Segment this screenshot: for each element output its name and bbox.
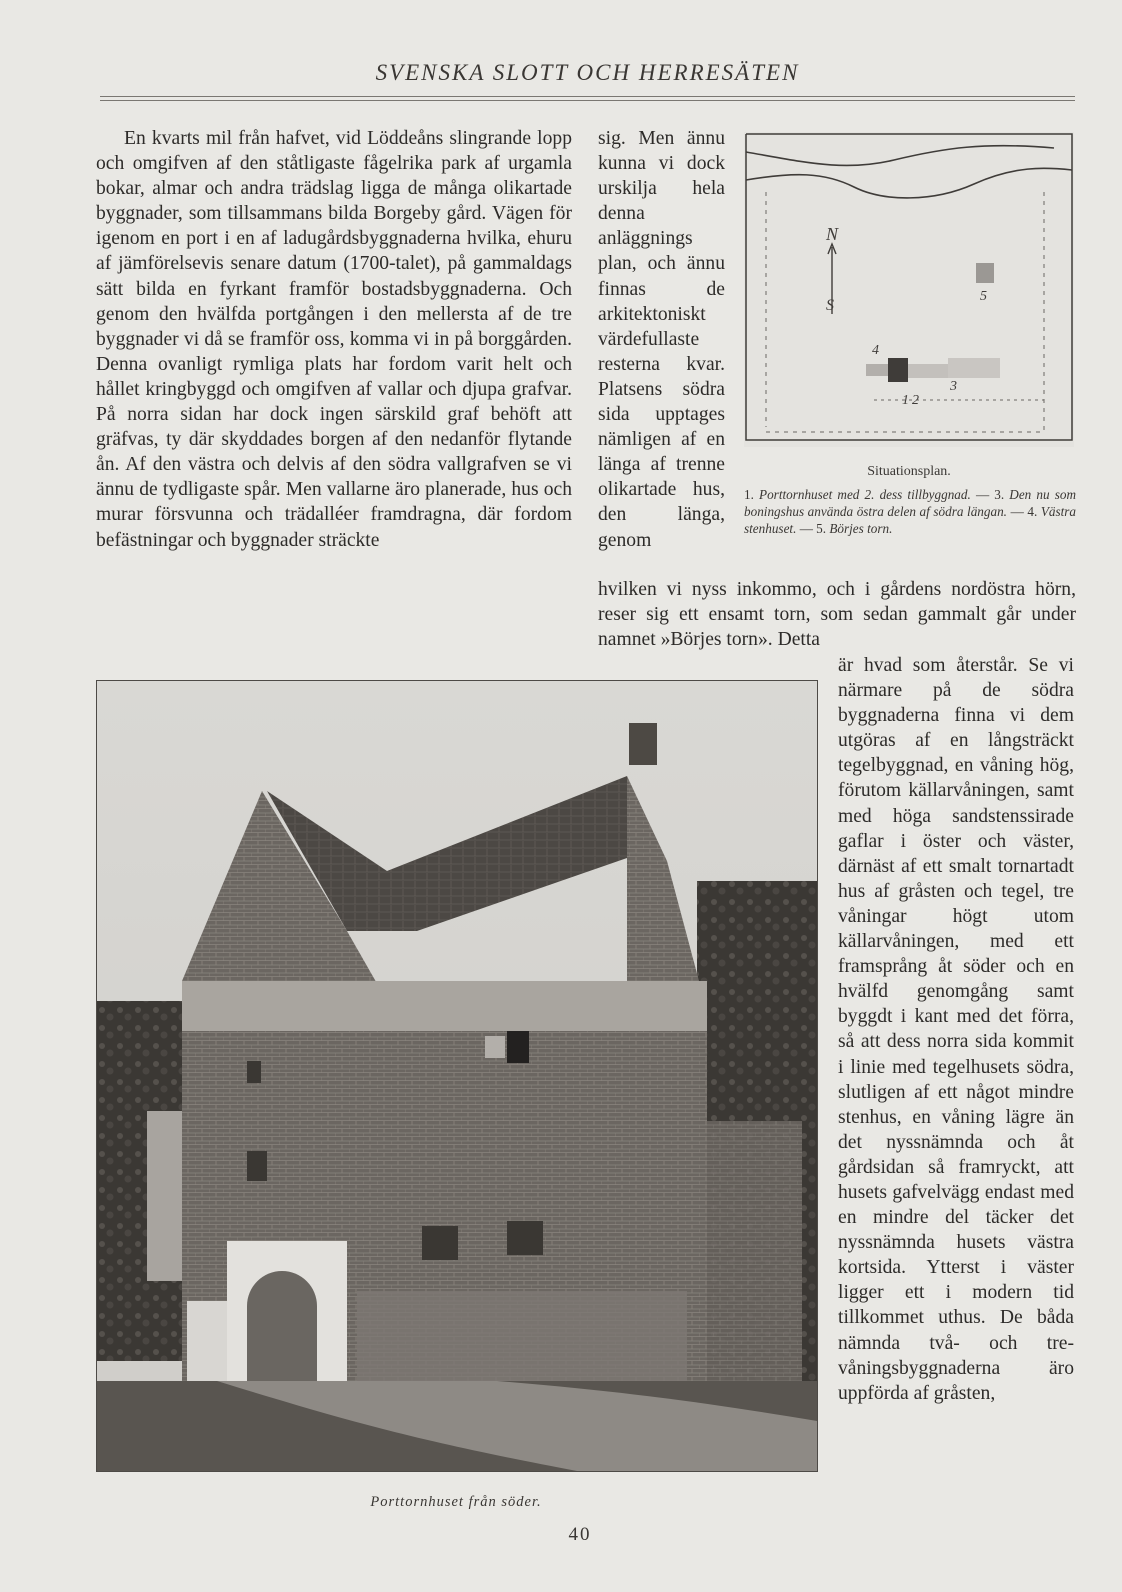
west-stone-house <box>866 364 888 376</box>
legend-number-3: — 3. <box>975 487 1005 502</box>
photo-caption: Porttornhuset från söder. <box>370 1494 542 1510</box>
legend-number-4: — 4. <box>1010 504 1038 519</box>
paragraph: hvilken vi nyss inkommo, och i gårdens nordöstra hörn, reser sig ett ensamt torn, som sedan gammalt går under namnet »Börjes torn». Detta <box>598 579 1076 651</box>
gate-annex <box>908 364 948 378</box>
legend-number-5: — 5. <box>799 521 827 536</box>
adjacent-wall-right <box>692 1121 802 1381</box>
label-3: 3 <box>950 379 957 394</box>
adjacent-house-left <box>147 1111 187 1281</box>
header-rule-top <box>100 96 1075 97</box>
legend-text-5: Börjes torn. <box>829 521 893 536</box>
borjes-torn-marker <box>976 263 994 283</box>
legend-number-1: 1. <box>744 487 754 502</box>
site-plan-figure <box>744 132 1074 447</box>
window-lower-1 <box>422 1226 458 1260</box>
body-text-left-column <box>96 126 572 553</box>
body-text-narrow-column <box>598 126 725 553</box>
ivy-base <box>357 1291 687 1381</box>
legend-text-3: Den nu som boningshus använda östra delen af södra längan. <box>744 487 1076 519</box>
label-4: 4 <box>872 343 879 358</box>
body-text-wide-column <box>598 577 1076 652</box>
legend-text-1: Porttornhuset med 2. dess tillbyggnad. <box>759 487 971 502</box>
page-number: 40 <box>568 1524 592 1545</box>
paragraph: är hvad som återstår. Se vi närmare på de södra byggnaderna finna vi dem utgöras af en långsträckt tegelbyggnad, en våning hög, förutom källarvåningen, samt med höga sandstenssirade gaflar i öster och väster, därnäst af ett smalt tornartadt hus af gråsten och tegel, tre våningar högt utom källarvåningen, med ett framsprång åt söder och en hvälfd genomgång samt byggdt i kant med det förra, så att dess norra sida kommit i linie med tegelhusets södra, slutligen af ett något mindre stenhus, en våning lägre än det nyssnämnda och åt gårdsidan så framryckt, att husets gafvelvägg endast med en mindre del täcker det nyssnämnda husets västra kortsida. Ytterst i väster ligger ett i modern tid tillkommet uthus. De båda nämnda två- och tre-våningsbyggnaderna äro uppförda af gråsten, <box>838 655 1074 1404</box>
porttornhuset-photo <box>97 681 817 1471</box>
label-2: 2 <box>912 393 919 408</box>
site-plan-legend <box>744 486 1076 537</box>
north-label: N <box>826 224 839 244</box>
label-1: 1 <box>902 393 909 408</box>
site-plan-title: Situationsplan. <box>867 464 951 479</box>
window-mid-left <box>247 1151 267 1181</box>
paragraph: En kvarts mil från hafvet, vid Löddeåns slingrande lopp och omgifven af den ståtligaste fågelrika park af urgamla bokar, almar och andra trädslag ligga de många olikartade byggnader, som tillsammans bilda Borgeby gård. Vägen för igenom en port i en af ladugårdsbyggnaderna hvilka, ehuru af jämförelsevis senare datum (1700-talet), på gammaldags sätt bilda en fyrkant framför bostadsbyggnaderna. Och genom den hvälfda portgången i den mellersta af de tre byggnader vi då se framför oss, komma vi in på borggården. Denna ovanligt rymliga plats har fordom varit helt och hållet kringbyggd och omgifven af vallar och djupa grafvar. På norra sidan har dock ingen särskild graf behöft att gräfvas, ty där skyddades borgen af den nedanför flytande ån. Af den västra och delvis af den södra vallgrafven se vi ännu de tydligaste spår. Men vallarne äro planerade, hus och murar försvunna och trädalléer framdragna, där fordom befästningar och byggnader sträckte <box>96 128 572 551</box>
chimney <box>629 723 657 765</box>
header-rule-bottom <box>100 100 1075 101</box>
window-lower-2 <box>507 1221 543 1255</box>
body-text-right-column <box>838 653 1074 1406</box>
white-base-wall <box>187 1301 227 1381</box>
south-label: S <box>826 297 834 314</box>
shutter-upper <box>485 1036 505 1058</box>
gate-tower-house <box>888 358 908 382</box>
legend-text-4: Västra stenhuset. <box>744 504 1076 536</box>
label-5: 5 <box>980 289 987 304</box>
window-upper <box>507 1031 529 1063</box>
photo-frame <box>96 680 818 1472</box>
window-small-left <box>247 1061 261 1083</box>
east-house <box>948 358 1000 378</box>
paragraph: sig. Men ännu kunna vi dock urskilja hela denna anläggnings plan, och ännu finnas de arkitektoniskt värdefullaste resterna kvar. Platsens södra sida upptages nämligen af en länga af trenne olikartade hus, den länga, genom <box>598 128 725 551</box>
running-header: SVENSKA SLOTT OCH HERRESÄTEN <box>375 60 800 85</box>
gate-arch <box>247 1271 317 1381</box>
